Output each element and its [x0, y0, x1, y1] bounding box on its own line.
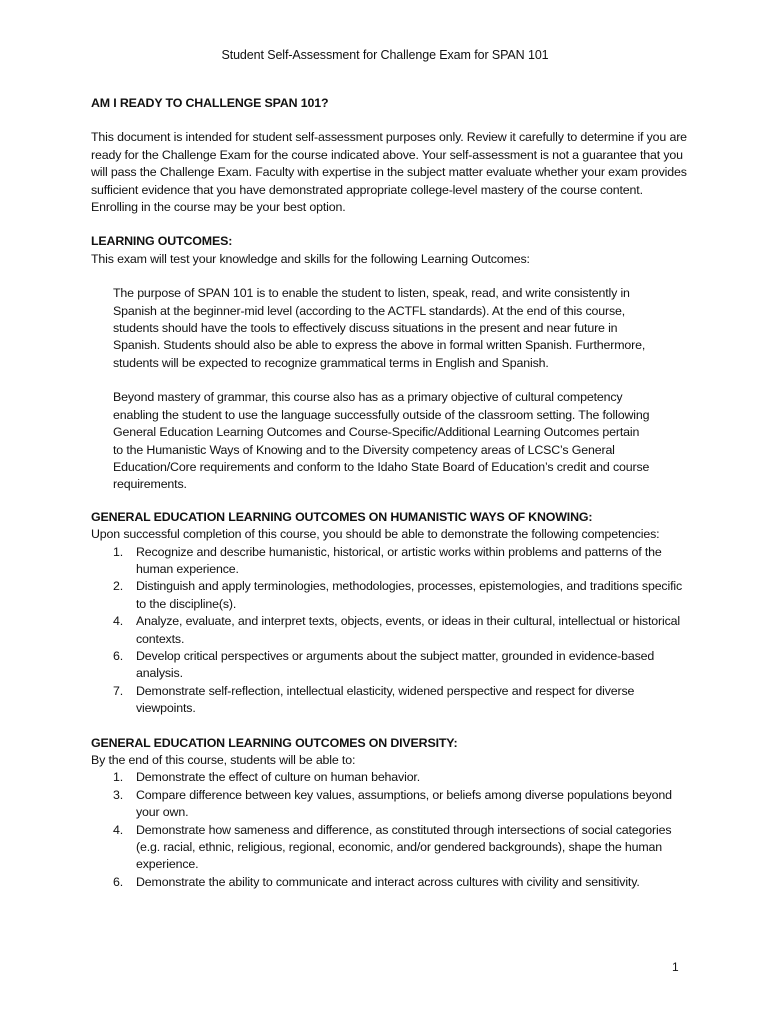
- list-item: [91, 874, 691, 891]
- intro-paragraph: This document is intended for student self-assessment purposes only. Review it carefully to determine if you are ready for the Challenge Exam for the course indicated above. Your self-assessment is not a guarantee that you will pass the Challenge Exam. Faculty with expertise in the subject matter evaluate whether your exam provides sufficient evidence that you have demonstrated appropriate college-level mastery of the course content. Enrolling in the course may be your best option.: [91, 130, 687, 215]
- list-number: 2.: [113, 579, 124, 594]
- list-item: [91, 683, 691, 718]
- list-item: [91, 578, 691, 613]
- list-number: 1.: [113, 544, 124, 559]
- cultural-competency-paragraph: Beyond mastery of grammar, this course also has as a primary objective of cultural competency enabling the student to use the language successfully outside of the classroom setting. The following General Education Learning Outcomes and Course-Specific/Additional Learning Outcomes pertain to the Humanistic Ways of Knowing and to the Diversity competency areas of LCSC’s General Education/Core requirements and conform to the Idaho State Board of Education’s credit and course requirements.: [113, 390, 650, 492]
- list-number: 7.: [113, 683, 124, 698]
- intro-heading: AM I READY TO CHALLENGE SPAN 101?: [91, 96, 329, 110]
- diversity-outcomes-list: [91, 769, 691, 891]
- list-item-text: Analyze, evaluate, and interpret texts, objects, events, or ideas in their cultural, intellectual or historical contexts.: [136, 614, 680, 646]
- list-item: [91, 822, 691, 874]
- humanistic-heading: GENERAL EDUCATION LEARNING OUTCOMES ON HUMANISTIC WAYS OF KNOWING:: [91, 509, 593, 524]
- diversity-heading: GENERAL EDUCATION LEARNING OUTCOMES ON DIVERSITY:: [91, 735, 458, 750]
- list-item: [91, 544, 691, 579]
- document-body: [91, 95, 691, 891]
- list-item-text: Demonstrate the ability to communicate and interact across cultures with civility and sensitivity.: [136, 874, 640, 889]
- list-item-text: Distinguish and apply terminologies, methodologies, processes, epistemologies, and traditions specific to the discipline(s).: [136, 579, 683, 611]
- humanistic-outcomes-list: [91, 544, 691, 718]
- learning-outcomes-subtext: This exam will test your knowledge and skills for the following Learning Outcomes:: [91, 251, 530, 266]
- list-number: 3.: [113, 787, 124, 802]
- list-item: [91, 613, 691, 648]
- page-number: 1: [672, 960, 679, 974]
- list-number: 6.: [113, 648, 124, 663]
- list-item: [91, 787, 691, 822]
- running-header: Student Self-Assessment for Challenge Exam for SPAN 101: [221, 48, 549, 62]
- list-number: 1.: [113, 770, 124, 785]
- list-item-text: Demonstrate self-reflection, intellectual elasticity, widened perspective and respect for diverse viewpoints.: [136, 683, 635, 716]
- course-purpose-block: [91, 285, 691, 493]
- list-item-text: Develop critical perspectives or arguments about the subject matter, grounded in evidence-based analysis.: [136, 648, 655, 681]
- list-item: [91, 769, 691, 786]
- course-purpose-paragraph: The purpose of SPAN 101 is to enable the student to listen, speak, read, and write consistently in Spanish at the beginner-mid level (according to the ACTFL standards). At the end of this course, students should have the tools to effectively discuss situations in the present and near future in Spanish. Students should also be able to express the above in formal written Spanish. Furthermore, students will be expected to recognize grammatical terms in English and Spanish.: [113, 286, 646, 370]
- list-item-text: Demonstrate how sameness and difference, as constituted through intersections of social categories (e.g. racial, ethnic, religious, regional, economic, and/or gendered backgrounds), shape the human experience.: [136, 822, 672, 872]
- list-number: 6.: [113, 874, 124, 889]
- list-item-text: Recognize and describe humanistic, historical, or artistic works within problems and patterns of the human experience.: [136, 544, 662, 576]
- humanistic-subtext: Upon successful completion of this course, you should be able to demonstrate the following competencies:: [91, 527, 660, 542]
- diversity-subtext: By the end of this course, students will be able to:: [91, 753, 356, 767]
- list-number: 4.: [113, 614, 124, 629]
- learning-outcomes-heading: LEARNING OUTCOMES:: [91, 234, 233, 249]
- list-number: 4.: [113, 822, 124, 837]
- list-item-text: Demonstrate the effect of culture on human behavior.: [136, 770, 421, 785]
- list-item-text: Compare difference between key values, assumptions, or beliefs among diverse populations beyond your own.: [136, 787, 672, 820]
- list-item: [91, 648, 691, 683]
